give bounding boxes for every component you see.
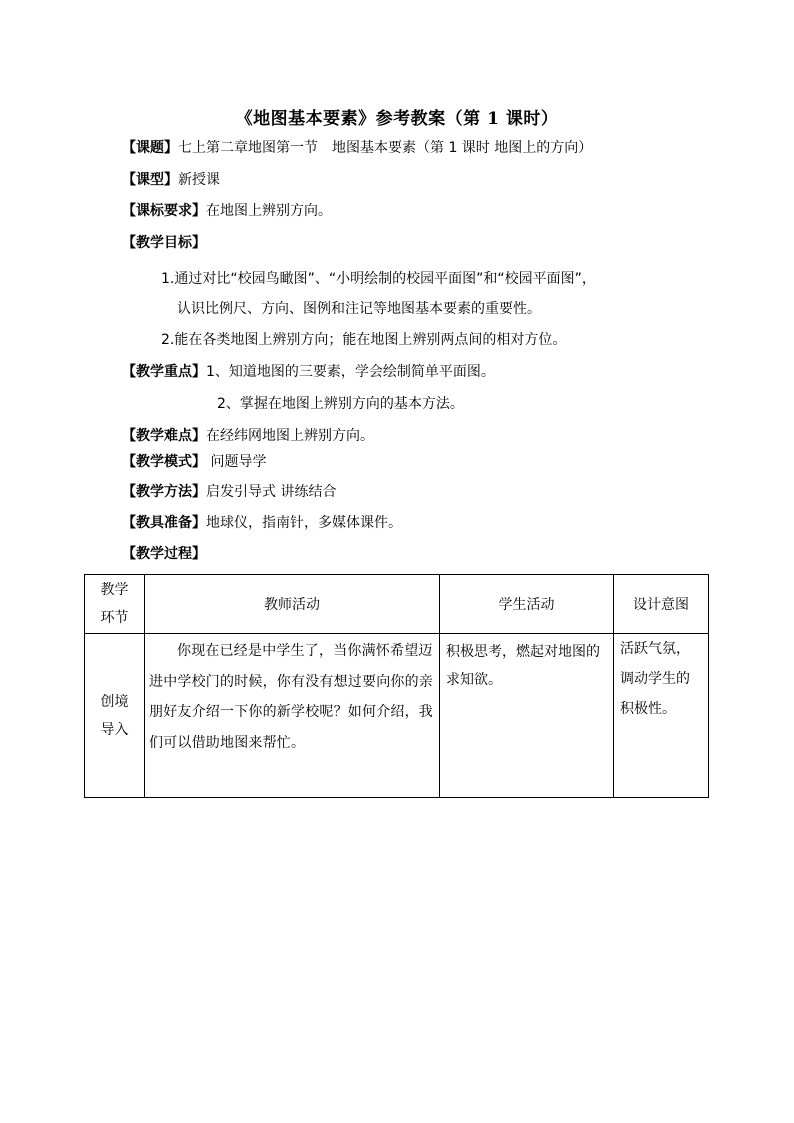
info-key-points: [122, 362, 495, 382]
row-design-intent: 活跃气氛，调动学生的积极性。: [614, 634, 709, 798]
document-title: 《地图基本要素》参考教案（第 1 课时）: [235, 109, 559, 129]
table-header-row: [85, 575, 709, 634]
info-topic-value: 七上第二章地图第一节 地图基本要素（第 1 课时 地图上的方向）: [178, 140, 593, 156]
info-tools-value: 地球仪，指南针，多媒体课件。: [206, 515, 402, 531]
header-stage-line2: 环节: [100, 610, 129, 626]
row-stage-line1: 创境: [100, 693, 129, 710]
info-method-value: 启发引导式 讲练结合: [206, 484, 337, 500]
lesson-process-table: [84, 574, 709, 798]
info-method: [122, 482, 336, 502]
row-teacher-activity: 你现在已经是中学生了，当你满怀希望迈进中学校门的时候，你有没有想过要向你的亲朋好友介绍一下你的新学校呢？如何介绍，我们可以借助地图来帮忙。: [145, 634, 440, 798]
info-objectives-label: 【教学目标】: [122, 235, 206, 251]
info-objectives: [122, 233, 206, 253]
info-curriculum: [122, 201, 332, 221]
info-process: [122, 544, 206, 564]
info-curriculum-value: 在地图上辨别方向。: [206, 203, 332, 219]
key-point-1: 1、知道地图的三要素，学会绘制简单平面图。: [206, 364, 495, 380]
row-stage-line2: 导入: [100, 721, 129, 738]
header-student: 学生活动: [440, 575, 614, 634]
header-stage-line1: 教学: [100, 582, 129, 598]
info-curriculum-label: 【课标要求】: [122, 203, 206, 219]
info-difficulty-value: 在经纬网地图上辨别方向。: [206, 428, 374, 444]
key-point-2: 2、掌握在地图上辨别方向的基本方法。: [217, 396, 464, 412]
row-student-activity: 积极思考，燃起对地图的求知欲。: [440, 634, 614, 798]
info-process-label: 【教学过程】: [122, 546, 206, 562]
info-tools-label: 【教具准备】: [122, 515, 206, 531]
info-key-points-label: 【教学重点】: [122, 364, 206, 380]
objective-1: 1.通过对比“校园鸟瞰图”、“小明绘制的校园平面图”和“校园平面图”，: [161, 271, 596, 287]
info-mode: [122, 452, 266, 472]
info-difficulty: [122, 426, 374, 446]
info-method-label: 【教学方法】: [122, 484, 206, 500]
info-lesson-type: [122, 170, 220, 190]
header-intent: 设计意图: [614, 575, 709, 634]
info-topic: [122, 138, 592, 158]
info-lesson-type-label: 【课型】: [122, 172, 178, 188]
header-stage: [85, 575, 145, 634]
info-tools: [122, 513, 402, 533]
info-difficulty-label: 【教学难点】: [122, 428, 206, 444]
row-stage: [85, 634, 145, 798]
objective-1-cont: 认识比例尺、方向、图例和注记等地图基本要素的重要性。: [177, 301, 541, 317]
info-topic-label: 【课题】: [122, 140, 178, 156]
info-mode-label: 【教学模式】: [122, 454, 206, 470]
info-mode-value: 问题导学: [206, 454, 267, 470]
table-row: [85, 634, 709, 798]
header-teacher: 教师活动: [145, 575, 440, 634]
objective-2: 2.能在各类地图上辨别方向；能在地图上辨别两点间的相对方位。: [161, 332, 567, 348]
info-lesson-type-value: 新授课: [178, 172, 220, 188]
